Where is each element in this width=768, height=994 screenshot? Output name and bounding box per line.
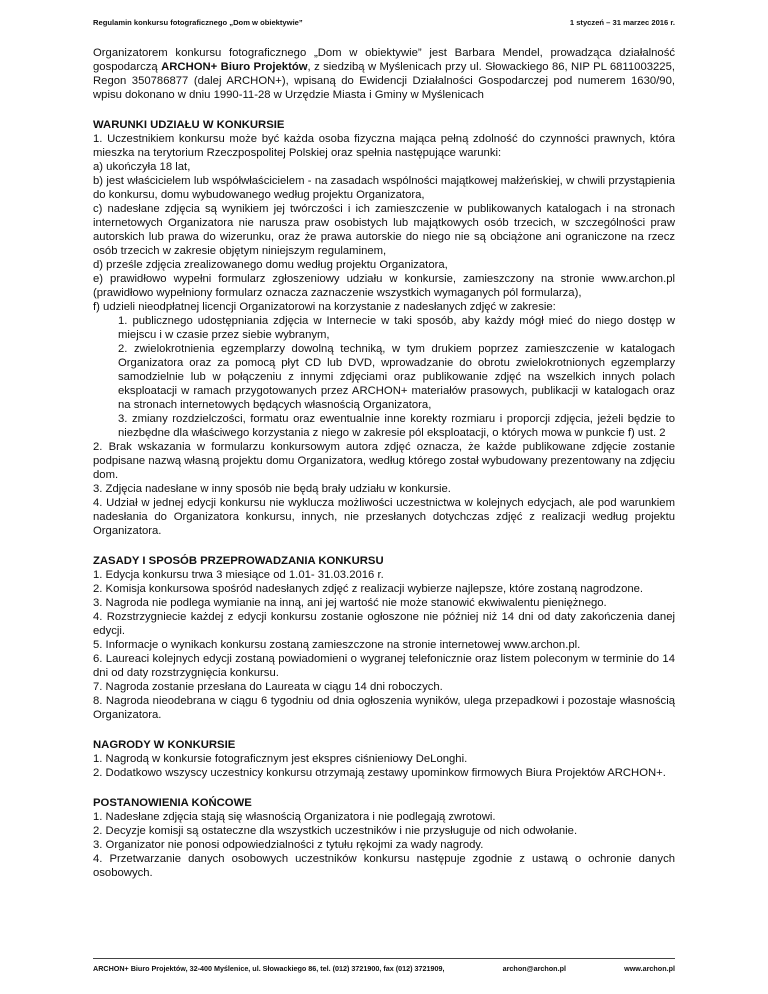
condition-item: b) jest właścicielem lub współwłaścicielem - na zasadach wspólności majątkowej małżeńskiej, w chwili przystąpienia do konkursu, domu wybudowanego według projektu Organizatora, xyxy=(93,175,675,201)
condition-item: a) ukończyła 18 lat, xyxy=(93,161,191,173)
section-heading: POSTANOWIENIA KOŃCOWE xyxy=(93,797,252,809)
list-item: 2. Decyzje komisji są ostateczne dla wszystkich uczestników i nie przysługuje od nich odwołanie. xyxy=(93,825,578,837)
list-item: 2. Komisja konkursowa spośród nadesłanych zdjęć z realizacji wybierze najlepsze, które zostaną nagrodzone. xyxy=(93,583,644,595)
list-item: 6. Laureaci kolejnych edycji zostaną powiadomieni o wygranej telefonicznie oraz listem poleconym w terminie do 14 dni od daty rozstrzygnięcia konkursu. xyxy=(93,653,675,679)
list-item: 3. Nagroda nie podlega wymianie na inną, ani jej wartość nie może stanowić ekwiwalentu pieniężnego. xyxy=(93,597,607,609)
condition-item: f) udzieli nieodpłatnej licencji Organizatorowi na korzystanie z nadesłanych zdjęć w zakresie: xyxy=(93,301,556,313)
list-item: 1. Edycja konkursu trwa 3 miesiące od 1.01- 31.03.2016 r. xyxy=(93,569,384,581)
section-heading: NAGRODY W KONKURSIE xyxy=(93,739,236,751)
list-item: 3. Organizator nie ponosi odpowiedzialności z tytułu rękojmi za wady nagrody. xyxy=(93,839,484,851)
condition-item: c) nadesłane zdjęcia są wynikiem jej twórczości i ich zamieszczenie w publikowanych katalogach i na stronach internetowych Organizatora nie narusza praw osobistych lub majątkowych osób trzecich, w szczególności praw autorskich lub prawa do wizerunku, oraz że prawa autorskie do niego nie są obciążone ani ograniczone na rzecz osób trzecich w zakresie objętym niniejszym regulaminem, xyxy=(93,203,675,257)
section-heading: ZASADY I SPOSÓB PRZEPROWADZANIA KONKURSU xyxy=(93,555,384,567)
condition-item: e) prawidłowo wypełni formularz zgłoszeniowy udziału w konkursie, zamieszczony na stronie www.archon.pl (prawidłowo wypełniony formularz oznacza zaznaczenie wszystkich wymaganych pól formularza), xyxy=(93,273,675,299)
list-item: 1. Nagrodą w konkursie fotograficznym jest ekspres ciśnieniowy DeLonghi. xyxy=(93,753,468,765)
footer-address: ARCHON+ Biuro Projektów, 32-400 Myślenice, ul. Słowackiego 86, tel. (012) 3721900, fax (012) 3721909, xyxy=(93,964,445,973)
page-footer xyxy=(93,958,675,973)
document-body xyxy=(93,46,675,880)
intro-text-cont: , z siedzibą w Myślenicach przy ul. Słowackiego 86, NIP PL 6811003225, Regon 350786877 (dalej ARCHON+), wpisaną do Ewidencji Działalności Gospodarczej pod numerem 1630/90, wpisu dokonano w dniu 1990-11-28 w Urzędzie Miasta i Gminy w Myślenicach xyxy=(93,61,675,101)
company-name: ARCHON+ Biuro Projektów xyxy=(161,61,308,73)
list-item: 5. Informacje o wynikach konkursu zostaną zamieszczone na stronie internetowej www.archon.pl. xyxy=(93,639,581,651)
list-item: 1. Nadesłane zdjęcia stają się własnością Organizatora i nie podlegają zwrotowi. xyxy=(93,811,496,823)
license-item: 1. publicznego udostępniania zdjęcia w Internecie w taki sposób, aby każdy mógł mieć do niego dostęp w miejscu i w czasie przez siebie wybranym, xyxy=(118,315,675,341)
list-item: 4. Przetwarzanie danych osobowych uczestników konkursu następuje zgodnie z ustawą o ochronie danych osobowych. xyxy=(93,853,675,879)
paragraph: 2. Brak wskazania w formularzu konkursowym autora zdjęć oznacza, że każde publikowane zdjęcie zostanie podpisane nazwą własną projektu domu Organizatora, według którego został wybudowany prezentowany na zdjęciu dom. xyxy=(93,441,675,481)
license-item: 3. zmiany rozdzielczości, formatu oraz ewentualnie inne korekty rozmiaru i proporcji zdjęcia, jeżeli będzie to niezbędne dla właściwego korzystania z niego w zakresie pól eksploatacji, o których mowa w punkcie f) ust. 2 xyxy=(118,413,675,439)
license-item: 2. zwielokrotnienia egzemplarzy dowolną techniką, w tym drukiem poprzez zamieszczenie w katalogach Organizatora oraz za pomocą płyt CD lub DVD, wprowadzanie do obrotu zwielokrotnionych egzemplarzy samodzielnie lub w połączeniu z innymi zdjęciami oraz publikowanie zdjęć na wszelkich innych polach eksploatacji w ramach przygotowanych przez ARCHON+ materiałów prasowych, publikacji w katalogach oraz na stronach internetowych będących własnością Organizatora, xyxy=(118,343,675,411)
condition-item: d) prześle zdjęcia zrealizowanego domu według projektu Organizatora, xyxy=(93,259,448,271)
list-item: 8. Nagroda nieodebrana w ciągu 6 tygodniu od dnia ogłoszenia wyników, ulega przepadkowi i pozostaje własnością Organizatora. xyxy=(93,695,675,721)
list-item: 2. Dodatkowo wszyscy uczestnicy konkursu otrzymają zestawy upominkow firmowych Biura Projektów ARCHON+. xyxy=(93,767,666,779)
header-date: 1 styczeń – 31 marzec 2016 r. xyxy=(569,18,675,27)
footer-website[interactable]: www.archon.pl xyxy=(624,964,675,973)
header-title: Regulamin konkursu fotograficznego „Dom w obiektywie” xyxy=(93,18,303,27)
footer-email[interactable]: archon@archon.pl xyxy=(502,964,566,973)
list-item: 4. Rozstrzygniecie każdej z edycji konkursu zostanie ogłoszone nie później niż 14 dni od daty zakończenia danej edycji. xyxy=(93,611,675,637)
paragraph: 1. Uczestnikiem konkursu może być każda osoba fizyczna mająca pełną zdolność do czynności prawnych, która mieszka na terytorium Rzeczpospolitej Polskiej oraz spełnia następujące warunki: xyxy=(93,133,675,159)
intro-paragraph xyxy=(93,46,675,102)
paragraph: 4. Udział w jednej edycji konkursu nie wyklucza możliwości uczestnictwa w kolejnych edycjach, ale pod warunkiem nadesłania do Organizatora konkursu, innych, nie przesłanych dotychczas zdjęć z realizacji według projektu Organizatora. xyxy=(93,497,675,537)
section-heading: WARUNKI UDZIAŁU W KONKURSIE xyxy=(93,119,285,131)
list-item: 7. Nagroda zostanie przesłana do Laureata w ciągu 14 dni roboczych. xyxy=(93,681,443,693)
page-header xyxy=(93,18,675,32)
intro-text: Organizatorem konkursu fotograficznego „Dom w obiektywie” jest Barbara Mendel, prowadząca działalność gospodarczą xyxy=(93,47,675,73)
paragraph: 3. Zdjęcia nadesłane w inny sposób nie będą brały udziału w konkursie. xyxy=(93,483,451,495)
